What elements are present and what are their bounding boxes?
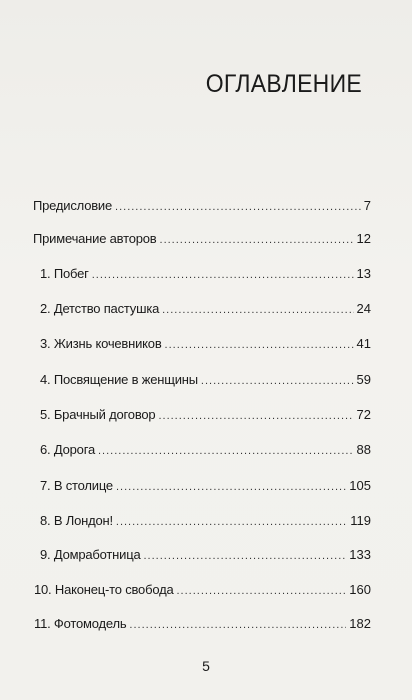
toc-entry-page: 24 bbox=[356, 301, 371, 316]
page-title: ОГЛАВЛЕНИЕ bbox=[205, 70, 362, 98]
toc-entry-page: 41 bbox=[356, 336, 371, 351]
toc-entry-title: 10. Наконец-то свобода bbox=[34, 582, 174, 597]
toc-entry-page: 160 bbox=[349, 582, 371, 597]
toc-entry bbox=[34, 580, 371, 600]
toc-entry-title: 5. Брачный договор bbox=[40, 407, 156, 422]
toc-entry-page: 59 bbox=[356, 372, 371, 387]
toc-entry bbox=[34, 614, 371, 634]
toc-entry-page: 119 bbox=[350, 513, 371, 528]
toc-leader-dots bbox=[98, 441, 354, 461]
toc-entry bbox=[33, 196, 371, 216]
toc-entry-title: 3. Жизнь кочевников bbox=[40, 336, 162, 351]
toc-entry bbox=[40, 264, 371, 284]
toc-entry bbox=[40, 334, 371, 354]
toc-entry-title: 2. Детство пастушка bbox=[40, 301, 160, 316]
toc-entry-title: 4. Посвящение в женщины bbox=[40, 372, 198, 387]
toc-leader-dots bbox=[160, 230, 354, 250]
toc-entry bbox=[33, 229, 371, 249]
toc-entry-title: 11. Фотомодель bbox=[34, 616, 127, 631]
toc-entry-page: 7 bbox=[363, 198, 371, 213]
toc-entry-title: 6. Дорога bbox=[40, 442, 95, 457]
toc-leader-dots bbox=[92, 265, 354, 285]
toc-leader-dots bbox=[115, 197, 361, 217]
toc-entry-page: 133 bbox=[349, 547, 371, 562]
toc-entry-page: 105 bbox=[349, 478, 371, 493]
toc-entry-page: 182 bbox=[349, 616, 371, 631]
toc-leader-dots bbox=[177, 581, 347, 601]
toc-entry-page: 12 bbox=[356, 231, 371, 246]
toc-leader-dots bbox=[158, 406, 353, 426]
toc-entry bbox=[40, 545, 371, 565]
toc-entry-page: 13 bbox=[356, 266, 371, 281]
toc-leader-dots bbox=[201, 371, 354, 391]
toc-entry bbox=[40, 299, 371, 319]
toc-entry-title: 7. В столице bbox=[40, 478, 113, 493]
toc-entry bbox=[40, 370, 371, 390]
toc-entry-title: 1. Побег bbox=[40, 266, 89, 281]
toc-entry bbox=[40, 405, 371, 425]
toc-entry-title: Примечание авторов bbox=[33, 231, 157, 246]
toc-leader-dots bbox=[129, 615, 346, 635]
toc-leader-dots bbox=[116, 477, 346, 497]
toc-entry bbox=[40, 511, 371, 531]
toc-entry-page: 88 bbox=[356, 442, 371, 457]
toc-entry-title: 9. Домработница bbox=[40, 547, 141, 562]
toc-leader-dots bbox=[165, 335, 354, 355]
toc-entry-title: 8. В Лондон! bbox=[40, 513, 113, 528]
toc-entry-page: 72 bbox=[356, 407, 371, 422]
toc-entry bbox=[40, 440, 371, 460]
toc-leader-dots bbox=[144, 546, 347, 566]
toc-entry-title: Предисловие bbox=[33, 198, 113, 213]
toc-entry bbox=[40, 476, 371, 496]
page-number: 5 bbox=[202, 658, 210, 674]
toc-leader-dots bbox=[162, 300, 353, 320]
toc-leader-dots bbox=[116, 512, 347, 532]
